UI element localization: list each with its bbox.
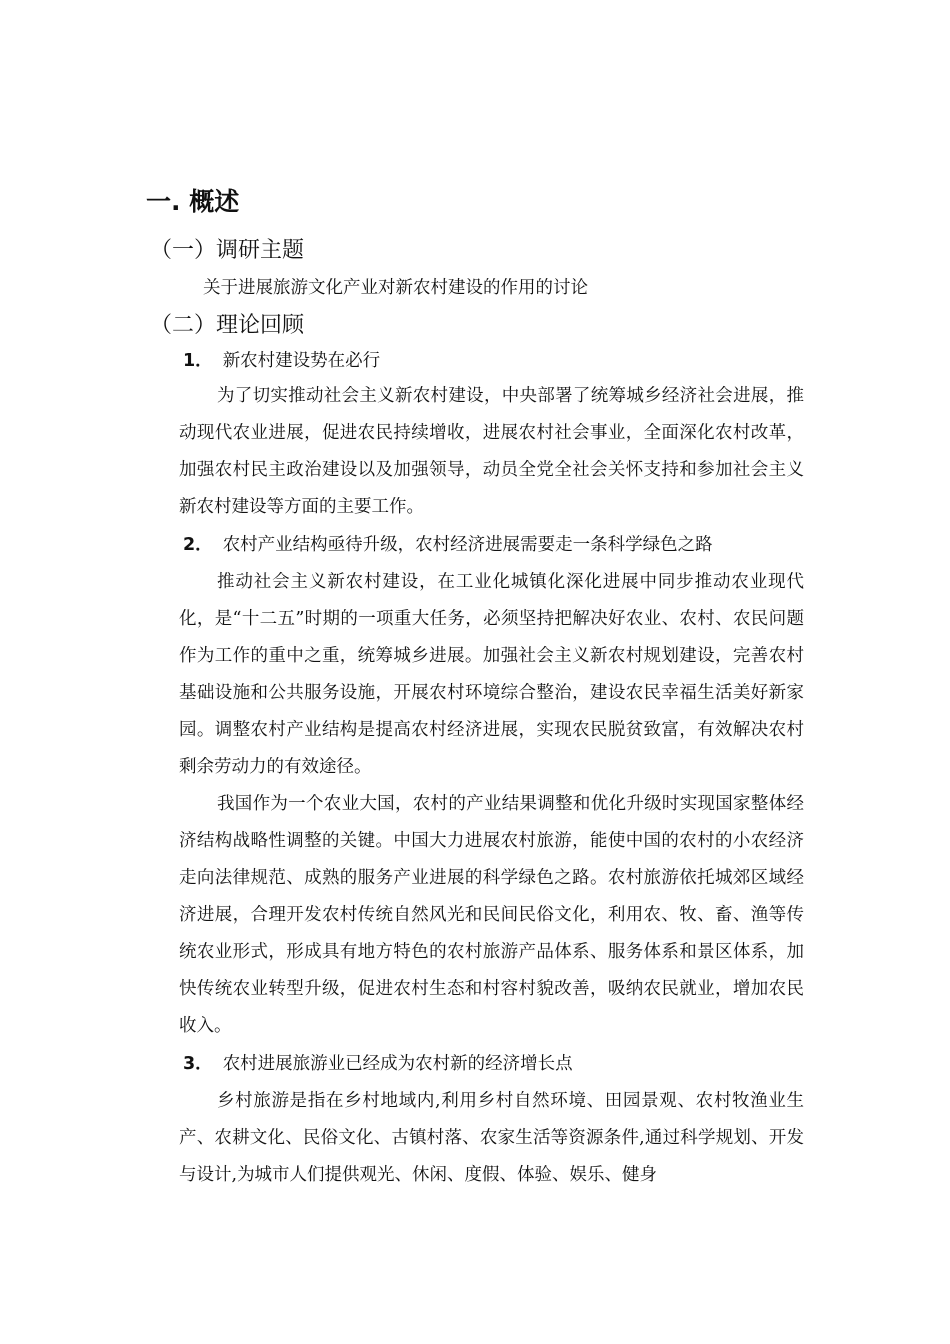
paragraph: 我国作为一个农业大国，农村的产业结果调整和优化升级时实现国家整体经济结构战略性调整的关键。中国大力进展农村旅游，能使中国的农村的小农经济走向法律规范、成熟的服务产业进展的科学绿色之路。农村旅游依托城郊区域经济进展，合理开发农村传统自然风光和民间民俗文化，利用农、牧、畜、渔等传统农业形式，形成具有地方特色的农村旅游产品体系、服务体系和景区体系，加快传统农业转型升级，促进农村生态和村容村貌改善，吸纳农民就业，增加农民收入。: [179, 794, 804, 1036]
subheading-number: 2．: [183, 535, 213, 555]
subheading-text: 农村进展旅游业已经成为农村新的经济增长点: [222, 1054, 573, 1074]
subheading-item-2: [183, 531, 713, 559]
subheading-number: 1．: [183, 351, 213, 371]
section-heading-theory-review: （二）理论回顾: [150, 313, 305, 338]
page-title: 一. 概述: [146, 187, 240, 216]
paragraph: 为了切实推动社会主义新农村建设，中央部署了统筹城乡经济社会进展，推动现代农业进展，促进农民持续增收，进展农村社会事业，全面深化农村改革，加强农村民主政治建设以及加强领导，动员全党全社会关怀支持和参加社会主义新农村建设等方面的主要工作。: [179, 386, 804, 517]
paragraph: 推动社会主义新农村建设，在工业化城镇化深化进展中同步推动农业现代化，是“十二五”时期的一项重大任务，必须坚持把解决好农业、农村、农民问题作为工作的重中之重，统筹城乡进展。加强社会主义新农村规划建设，完善农村基础设施和公共服务设施，开展农村环境综合整治，建设农民幸福生活美好新家园。调整农村产业结构是提高农村经济进展，实现农民脱贫致富，有效解决农村剩余劳动力的有效途径。: [179, 572, 804, 777]
subheading-item-3: [183, 1050, 573, 1078]
subheading-text: 新农村建设势在必行: [222, 351, 381, 371]
subheading-number: 3．: [183, 1054, 213, 1074]
research-topic-text: 关于进展旅游文化产业对新农村建设的作用的讨论: [203, 278, 588, 298]
section-heading-research-topic: （一）调研主题: [150, 238, 305, 263]
paragraph: 乡村旅游是指在乡村地域内,利用乡村自然环境、田园景观、农村牧渔业生产、农耕文化、民俗文化、古镇村落、农家生活等资源条件,通过科学规划、开发与设计,为城市人们提供观光、休闲、度假、体验、娱乐、健身: [179, 1091, 804, 1185]
subheading-text: 农村产业结构亟待升级，农村经济进展需要走一条科学绿色之路: [222, 535, 713, 555]
subheading-item-1: [183, 347, 380, 375]
